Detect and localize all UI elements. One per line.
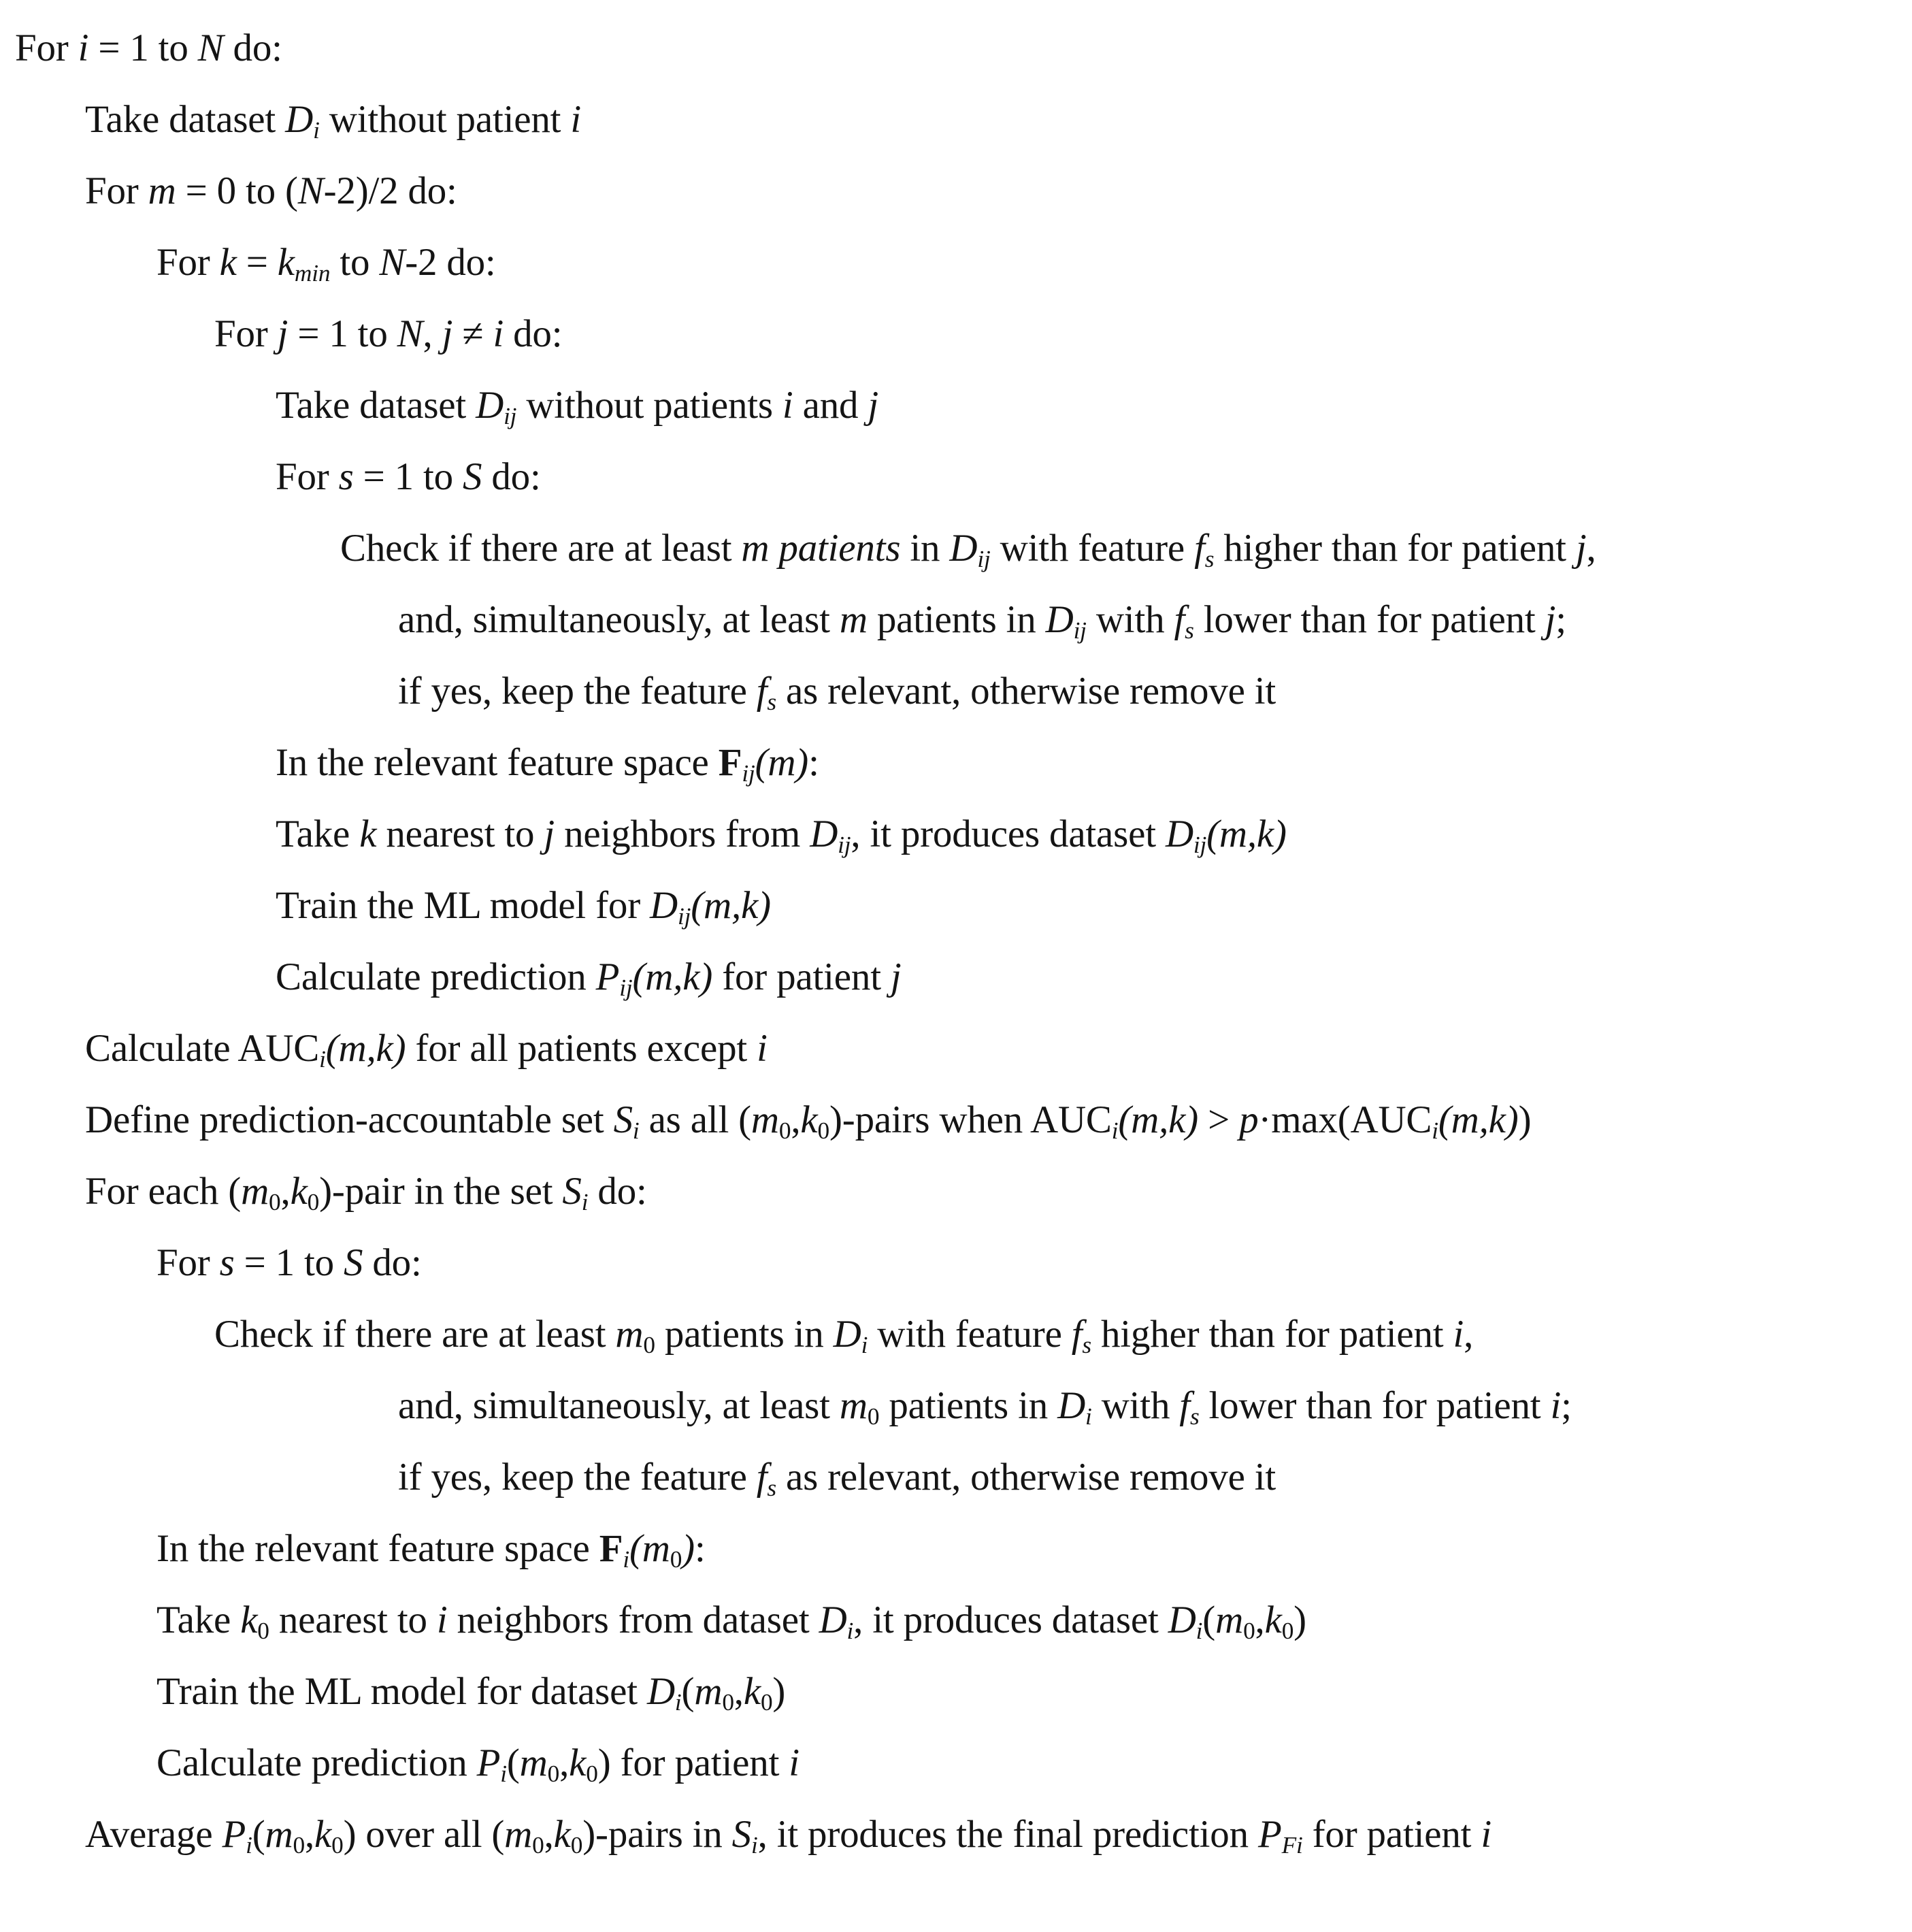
pseudocode-line: and, simultaneously, at least $m_0$ patients in $D_i$ with $f_s$ lower than for patient i; (398, 1384, 1572, 1430)
pseudocode-line: Take dataset $D_i$ without patient i (85, 98, 581, 144)
pseudocode-line: Take dataset $D_{ij}$ without patients i and j (276, 384, 879, 430)
pseudocode-line: Take k nearest to j neighbors from $D_{ij}$, it produces dataset $D_{ij}(m,k)$ (276, 813, 1287, 859)
pseudocode-line: and, simultaneously, at least m patients in $D_{ij}$ with $f_s$ lower than for patient j; (398, 598, 1566, 644)
pseudocode-line: For m = 0 to (N-2)/2 do: (85, 169, 457, 212)
pseudocode-line: if yes, keep the feature $f_s$ as relevant, otherwise remove it (398, 670, 1276, 716)
pseudocode-line: Take $k_0$ nearest to i neighbors from dataset $D_i$, it produces dataset $D_i(m_0,k_0)$ (156, 1599, 1306, 1645)
pseudocode-line: For each $(m_0,k_0)$-pair in the set $S_i$ do: (85, 1170, 647, 1216)
pseudocode-line: if yes, keep the feature $f_s$ as relevant, otherwise remove it (398, 1456, 1276, 1502)
pseudocode-line: Train the ML model for dataset $D_i(m_0,k_0)$ (156, 1670, 786, 1716)
pseudocode-line: Train the ML model for $D_{ij}(m,k)$ (276, 884, 771, 930)
pseudocode-line: Check if there are at least m patients in $D_{ij}$ with feature $f_s$ higher than for patient j, (340, 527, 1596, 573)
pseudocode-line: In the relevant feature space $F_{ij}(m)$: (276, 741, 819, 787)
pseudocode-line: For $k = k_{min}$ to N-2 do: (156, 241, 496, 287)
pseudocode-line: For s = 1 to S do: (276, 455, 541, 498)
pseudocode-line: Check if there are at least $m_0$ patients in $D_i$ with feature $f_s$ higher than for patient i, (214, 1313, 1474, 1359)
pseudocode-line: Define prediction-accountable set $S_i$ as all $(m_0,k_0)$-pairs when $AUC_i(m,k) > p\cdot\max(AUC_i(m,k))$ (85, 1098, 1532, 1145)
pseudocode-line: For i = 1 to N do: (15, 27, 282, 69)
pseudocode-line: Calculate prediction $P_{ij}(m,k)$ for patient j (276, 955, 902, 1002)
pseudocode-line: In the relevant feature space $F_i(m_0)$: (156, 1527, 706, 1573)
pseudocode-line: Calculate $AUC_i(m,k)$ for all patients except i (85, 1027, 768, 1073)
pseudocode-line: For s = 1 to S do: (156, 1241, 422, 1284)
pseudocode-line: For j = 1 to N, j ≠ i do: (214, 312, 563, 355)
pseudocode-line: Average $P_i(m_0,k_0)$ over all $(m_0,k_0)$-pairs in $S_i$, it produces the final prediction $P_{Fi}$ for patient i (85, 1813, 1491, 1859)
pseudocode-line: Calculate prediction $P_i(m_0,k_0)$ for patient i (156, 1741, 800, 1788)
